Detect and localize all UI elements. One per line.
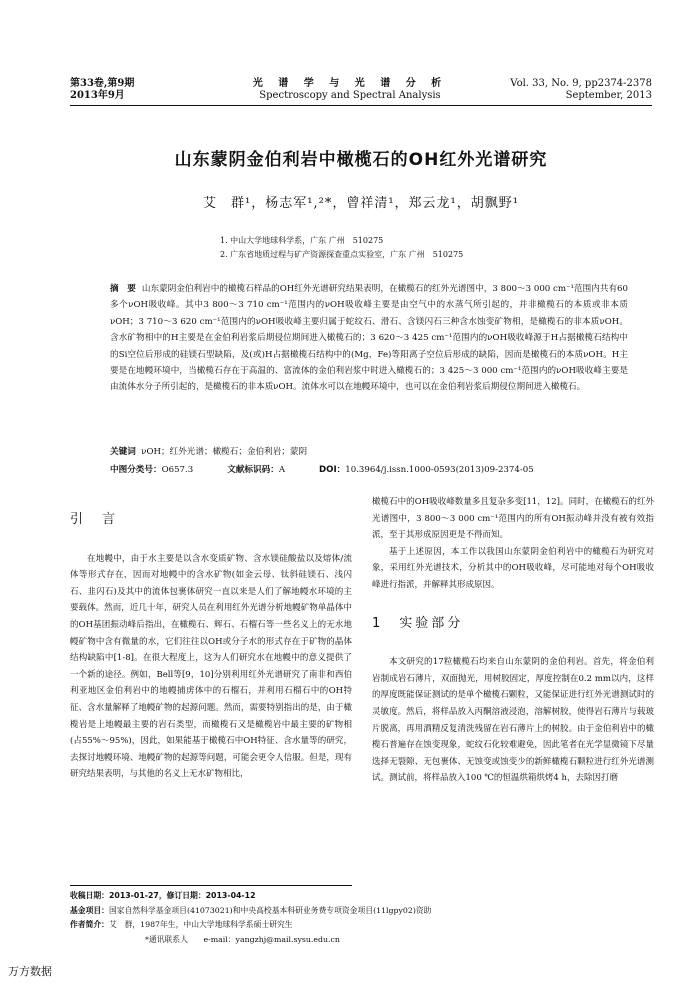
- journal-name-cn: 光 谱 学 与 光 谱 分 析: [252, 78, 448, 89]
- keywords-text: νOH；红外光谱；橄榄石；金伯利岩；蒙阴: [141, 447, 308, 457]
- intro-heading: 引 言: [70, 512, 119, 527]
- volume-cn: 第33卷,第9期: [70, 78, 135, 89]
- wanfang-watermark: 万方数据: [8, 965, 52, 978]
- footnote-rule: [70, 885, 352, 886]
- affiliations: [220, 234, 463, 262]
- bio-label: 作者简介：: [70, 920, 109, 930]
- author-list: 艾 群¹，杨志军¹,²*，曾祥清¹，郑云龙¹，胡飘野¹: [203, 196, 519, 211]
- experiment-paragraph: 本文研究的17粒橄榄石均来自山东蒙阴的金伯利岩。首先，将金伯利岩制成岩石薄片，双面抛光，用树胶固定，厚度控制在0.2 mm以内，这样的厚度既能保证测试的是单个橄榄石颗粒，又能保证进行红外光谱测试时的灵敏度。然后，将样品放入丙酮溶液浸泡，溶解树胶，使得岩石薄片与载玻片脱离，再用酒精反复清洗残留在岩石薄片上的树胶。由于金伯利岩中的橄榄石普遍存在蚀变现象，蛇纹石化较难避免，因此笔者在光学显微镜下尽量选择无裂隙、无包裹体、无蚀变或蚀变少的新鲜橄榄石颗粒进行红外光谱测试。测试前，将样品放入100 ℃的恒温烘箱烘烤4 h，去除因打磨: [372, 657, 654, 784]
- fund-label: 基金项目：: [70, 905, 109, 915]
- fund-text: 国家自然科学基金项目(41073021)和中央高校基本科研业务费专项资金项目(11lgpy02)资助: [108, 905, 432, 915]
- date-en: September, 2013: [565, 90, 652, 101]
- keywords-label: 关键词: [110, 447, 136, 457]
- clc-value: O657.3: [161, 465, 194, 475]
- paper-title: 山东蒙阴金伯利岩中橄榄石的OH红外光谱研究: [174, 150, 548, 170]
- abstract: [110, 281, 628, 396]
- date-cn: 2013年9月: [70, 90, 125, 101]
- right-column: [372, 494, 654, 787]
- journal-volume-issue: [70, 78, 134, 102]
- experiment-heading: 1 实验部分: [372, 615, 464, 631]
- abstract-text: 山东蒙阴金伯利岩中的橄榄石样品的OH红外光谱研究结果表明，在橄榄石的红外光谱图中，3 800～3 000 cm⁻¹范围内共有60多个νOH吸收峰。其中3 800～3 710 cm⁻¹范围内的νOH吸收峰主要是由空气中的水蒸气所引起的，并非橄榄石的本质或非本质νOH；3 710～3 620 cm⁻¹范围内的νOH吸收峰主要归属于蛇纹石、滑石、含镁闪石三种含水蚀变矿物相，是橄榄石的非本质νOH。含水矿物相中的H主要是在金伯利岩浆后期侵位期间进入橄榄石的；3 620～3 425 cm⁻¹范围内的νOH吸收峰源于H占据橄榄石结构中的Si空位后形成的硅镁石型缺陷，及(或)H占据橄榄石结构中的(Mg，Fe)等阳离子空位后形成的缺陷，因而是橄榄石的本质νOH。H主要是在地幔环境中，当橄榄石存在于高温的、富流体的金伯利岩浆中时进入橄榄石的；3 425～3 000 cm⁻¹范围内的νOH吸收峰主要是由流体水分子所引起的，是橄榄石的非本质νOH。流体水可以在地幔环境中，也可以在金伯利岩浆后期侵位期间进入橄榄石。: [110, 284, 628, 393]
- intro-paragraph: 在地幔中，由于水主要是以含水变质矿物、含水镁硅酸盐以及熔体/流体等形式存在，因而对地幔中的含水矿物(如金云母、钛斜硅镁石、浅闪石、韭闪石)及其中的流体包裹体研究一直以来是人们了解地幔水环境的主要载体。然而，近几十年，研究人员在利用红外光谱分析地幔矿物单晶体中的OH基团振动峰后指出，在橄榄石、辉石、石榴石等一些名义上的无水地幔矿物中含有微量的水，它们往往以OH或分子水的形式存在于矿物的晶体结构缺陷中[1-8]。在很大程度上，这为人们研究水在地幔中的意义提供了一个新的途径。例如，Bell等[9，10]分别利用红外光谱研究了南非和西伯利亚地区金伯利岩中的地幔捕虏体中的石榴石，并利用石榴石中的OH特征、含水量解释了地幔矿物的起源问题。然而，需要特别指出的是，由于橄榄岩是上地幔最主要的岩石类型，而橄榄石又是橄榄岩中最主要的矿物相(占55%～95%)，因此，如果能基于橄榄石中OH特征、含水量等的研究，去探讨地幔环境、地幔矿物的起源等问题，可能会更令人信服。但是，现有研究结果表明，与其他的名义上无水矿物相比，: [70, 553, 352, 780]
- header-rule: [70, 105, 652, 106]
- intro-paragraph-2: 基于上述原因，本工作以我国山东蒙阴金伯利岩中的橄榄石为研究对象，采用红外光谱技术，分析其中的OH吸收峰，尽可能地对每个OH吸收峰进行指派，并解释其形成原因。: [372, 546, 654, 590]
- affiliation-2: 2. 广东省地质过程与矿产资源探查重点实验室，广东 广州 510275: [220, 250, 464, 259]
- journal-name-en: Spectroscopy and Spectral Analysis: [259, 90, 441, 101]
- corresponding-email[interactable]: e-mail：yangzhj@mail.sysu.edu.cn: [203, 934, 340, 944]
- keywords: [110, 444, 628, 460]
- journal-volume-en: [510, 78, 652, 102]
- abstract-label: 摘 要: [110, 284, 136, 294]
- classification-row: [110, 462, 628, 478]
- affiliation-1: 1. 中山大学地球科学系，广东 广州 510275: [220, 236, 384, 245]
- doi-label: DOI：: [319, 465, 346, 475]
- intro-paragraph-cont: 橄榄石中的OH吸收峰数量多且复杂多变[11，12]。同时，在橄榄石的红外光谱图中，3 800～3 000 cm⁻¹范围内的所有OH振动峰并没有被有效指派，至于其形成原因更是不得而知。: [372, 497, 654, 541]
- doi-value: 10.3964/j.issn.1000-0593(2013)09-2374-05: [345, 465, 534, 475]
- doc-code-label: 文献标识码：: [227, 465, 279, 475]
- doc-code-value: A: [278, 465, 286, 475]
- received-date: 收稿日期：2013-01-27，修订日期：2013-04-12: [70, 891, 256, 900]
- bio-text: 艾 群，1987年生，中山大学地球科学系硕士研究生: [108, 920, 293, 930]
- corresponding-label: *通讯联系人: [145, 934, 188, 944]
- volume-en: Vol. 33, No. 9, pp2374-2378: [510, 78, 652, 89]
- clc-label: 中图分类号：: [110, 465, 162, 475]
- journal-name: [230, 78, 470, 102]
- left-column: [70, 512, 352, 783]
- footnotes: [70, 889, 670, 947]
